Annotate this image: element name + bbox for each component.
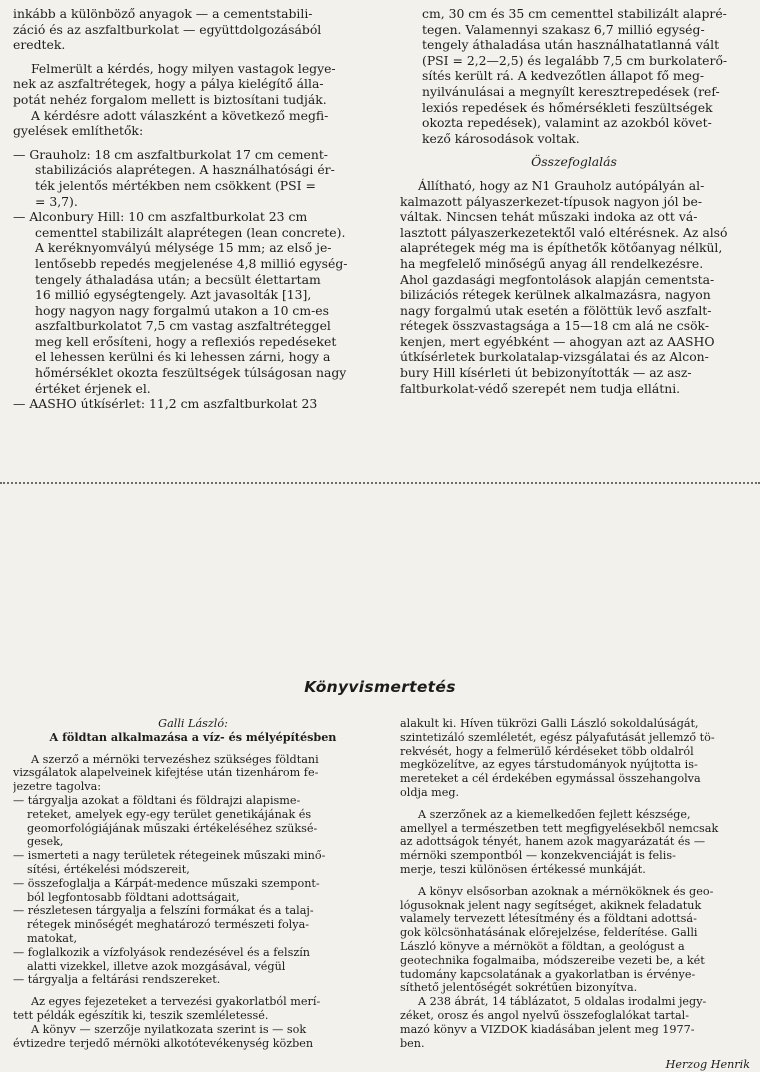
list-item-continuation: el lehessen kerülni és ki lehessen zárni, hogy a (35, 349, 331, 365)
paragraph-start-line: A könyv elsősorban azoknak a mérnököknek és geo- (418, 884, 714, 898)
paragraph-start-line: A 238 ábrát, 14 táblázatot, 5 oldalas irodalmi jegy- (418, 995, 707, 1009)
list-item-continuation: lexiós repedések és hőmérsékleti feszültségek (422, 99, 713, 115)
text-line: — AASHO útkísérlet: 11,2 cm aszfaltburkolat 23 (13, 396, 318, 412)
text-line: gok kölcsönhatásának előrejelzése, felderítése. Galli (400, 926, 698, 940)
text-line: valamely tervezett létesítmény és a földtani adottsá- (400, 912, 697, 926)
list-item-continuation: hogy nagyon nagy forgalmú utakon a 10 cm-es (35, 302, 329, 318)
text-line: szintetizáló szemléletét, egész pályafutását jellemző tö- (400, 730, 715, 744)
list-item-continuation: értéket érjenek el. (35, 380, 151, 396)
text-line: záció és az aszfaltburkolat — együttdolgozásából (13, 21, 322, 37)
text-line: inkább a különböző anyagok — a cementstabili- (13, 6, 313, 21)
text-line: merje, teszi különösen értékessé munkáját. (400, 862, 646, 876)
paragraph-gap (13, 745, 373, 753)
text-line: jezetre tagolva: (13, 780, 102, 794)
text-line: bilizációs rétegek kerülnek alkalmazásra, nagyon (400, 287, 711, 303)
text-line: nek az aszfaltrétegek, hogy a pálya kielégítő álla- (13, 76, 324, 92)
list-item-continuation: tengely áthaladása után; a becsült élettartam (35, 271, 321, 287)
list-item-continuation: okozta repedések), valamint az azokból követ- (422, 115, 712, 131)
list-item-continuation: sítési, értékelési módszereit, (27, 862, 190, 876)
list-item-continuation: 16 millió egységtengely. Azt javasolták [13], (35, 287, 312, 303)
paragraph-gap (13, 53, 373, 61)
text-line: az adottságok tényét, hanem azok magyarázatát és — (400, 835, 706, 849)
text-line: lasztott pályaszerkezetektől való eltérésnek. Az alsó (400, 224, 728, 240)
list-item-continuation: ték jelentős mértékben nem csökkent (PSI = (35, 177, 316, 193)
section-divider (0, 482, 760, 484)
text-line: — ismerteti a nagy területek rétegeinek műszaki minő- (13, 849, 326, 863)
paragraph-gap (400, 1050, 750, 1058)
section-title: Könyvismertetés (304, 678, 456, 696)
text-line: tett példák egészítik ki, teszik szemléletessé. (13, 1008, 269, 1022)
list-item-continuation: tengely áthaladása után használhatatlanná vált (422, 37, 720, 53)
list-item-continuation: geomorfológiájának műszaki értékeléséhez szüksé- (27, 821, 318, 835)
text-line: zéket, orosz és angol nyelvű összefoglalókat tartal- (400, 1008, 690, 1022)
text-line: — Grauholz: 18 cm aszfaltburkolat 17 cm cement- (13, 146, 328, 162)
list-item-continuation: matokat, (27, 931, 78, 945)
article-right-column (400, 6, 748, 396)
text-line: tudomány kapcsolatának a gyakorlatban is érvénye- (400, 967, 696, 981)
text-line: ben. (400, 1036, 425, 1050)
list-item-continuation: meg kell erősíteni, hogy a reflexiós repedéseket (35, 333, 337, 349)
book-title: A földtan alkalmazása a víz- és mélyépítésben (49, 730, 337, 744)
text-line: mazó könyv a VIZDOK kiadásában jelent meg 1977- (400, 1022, 695, 1036)
list-item-continuation: tegen. Valamennyi szakasz 6,7 millió egység- (422, 21, 705, 37)
paragraph-start-line: A könyv — szerzője nyilatkozata szerint is — sok (31, 1022, 307, 1036)
text-line: — Alconbury Hill: 10 cm aszfaltburkolat 23 cm (13, 209, 308, 225)
text-line: lógusoknak jelent nagy segítséget, akiknek feladatuk (400, 898, 702, 912)
paragraph-start-line: A szerző a mérnöki tervezéshez szükséges földtani (31, 752, 319, 766)
list-item-continuation: = 3,7). (35, 193, 78, 209)
list-item-continuation: hőmérséklet okozta feszültségek túlságosan nagy (35, 365, 347, 381)
text-line: faltburkolat-védő szerepét nem tudja ellátni. (400, 380, 681, 396)
text-line: László könyve a mérnököt a földtan, a geológust a (400, 939, 685, 953)
text-line: útkísérletek burkolatalap-vizsgálatai és az Alcon- (400, 349, 709, 365)
text-line: mereteket a cél érdekében egymással összehangolva (400, 772, 701, 786)
paragraph-start-line: Felmerült a kérdés, hogy milyen vastagok legye- (31, 60, 336, 76)
text-line: gyelések említhetők: (13, 123, 144, 139)
text-line: oldja meg. (400, 785, 460, 799)
article-left-column (13, 6, 373, 412)
book-author: Galli László: (158, 717, 228, 730)
text-line: nagy forgalmú utak esetén a fölöttük levő aszfalt- (400, 302, 712, 318)
text-line: — foglalkozik a vízfolyások rendezésével és a felszín (13, 945, 311, 959)
text-line: váltak. Nincsen tehát műszaki indoka az ott vá- (400, 209, 698, 225)
text-line: Ahol gazdasági megfontolások alapján cementsta- (400, 271, 715, 287)
list-item-continuation: reteket, amelyek egy-egy terület genetikájának és (27, 807, 312, 821)
text-line: bury Hill kísérleti út bebizonyították — az asz- (400, 365, 692, 381)
list-item-continuation: gesek, (27, 835, 64, 849)
paragraph-gap (13, 139, 373, 147)
list-item-continuation: (PSI = 2,2—2,5) és legalább 7,5 cm burkolaterő- (422, 52, 728, 68)
text-line: eredtek. (13, 37, 66, 53)
text-line: — összefoglalja a Kárpát-medence műszaki szempont- (13, 876, 320, 890)
list-item-continuation: cm, 30 cm és 35 cm cementtel stabilizált alapré- (422, 6, 727, 21)
list-item-continuation: nyilvánulásai a megnyílt keresztrepedések (ref- (422, 83, 720, 99)
text-line: mérnöki szempontból — konzekvenciáját is felis- (400, 849, 676, 863)
paragraph-start-line: A szerzőnek az a kiemelkedően fejlett készsége, (418, 807, 691, 821)
text-line: megközelítve, az egyes társtudományok nyújtotta is- (400, 758, 698, 772)
list-item-continuation: lentősebb repedés megjelenése 4,8 millió egység- (35, 255, 348, 271)
paragraph-start-line: Állítható, hogy az N1 Grauholz autópályán al- (418, 177, 705, 193)
text-line: geotechnika fogalmaiba, módszereibe vezeti be, a két (400, 953, 705, 967)
paragraph-gap (13, 987, 373, 995)
text-line: vizsgálatok alapelveinek kifejtése után tizenhárom fe- (13, 766, 319, 780)
text-line: rétegek összvastagsága a 15—18 cm alá ne csök- (400, 318, 710, 334)
list-item-continuation: aszfaltburkolatot 7,5 cm vastag aszfaltréteggel (35, 318, 331, 334)
paragraph-gap (400, 800, 750, 808)
text-line: ha megfelelő minőségű anyag áll rendelkezésre. (400, 255, 704, 271)
paragraph-start-line: Az egyes fejezeteket a tervezési gyakorlatból merí- (31, 995, 321, 1009)
list-item-continuation: kező károsodások voltak. (422, 130, 580, 146)
text-line: — részletesen tárgyalja a felszíni formákat és a talaj- (13, 904, 314, 918)
list-item-continuation: sítés került rá. A kedvezőtlen állapot fő meg- (422, 68, 705, 84)
subsection-heading: Összefoglalás (531, 154, 617, 170)
list-item-continuation: alatti vizekkel, illetve azok mozgásával, végül (27, 959, 286, 973)
text-line: potát nehéz forgalom mellett is biztosítani tudják. (13, 91, 327, 107)
text-line: síthető jelentőségét sokrétűen bizonyítva. (400, 981, 638, 995)
paragraph-gap (400, 170, 748, 178)
text-line: alakult ki. Híven tükrözi Galli László sokoldalúságát, (400, 717, 699, 730)
paragraph-start-line: A kérdésre adott válaszként a következő megfi- (31, 107, 329, 123)
text-line: kalmazott pályaszerkezet-típusok nagyon jól be- (400, 193, 703, 209)
review-right-column (400, 717, 750, 1072)
text-line: kenjen, mert egyébként — ahogyan azt az AASHO (400, 333, 715, 349)
text-line: rekvését, hogy a felmerülő kérdéseket több oldalról (400, 744, 694, 758)
reviewer-signature: Herzog Henrik (665, 1058, 750, 1072)
list-item-continuation: cementtel stabilizált alaprétegen (lean concrete). (35, 224, 346, 240)
list-item-continuation: ból legfontosabb földtani adottságait, (27, 890, 240, 904)
paragraph-gap (400, 877, 750, 885)
list-item-continuation: A keréknyomvályú mélysége 15 mm; az első je- (35, 240, 332, 256)
paragraph-gap (400, 146, 748, 154)
text-line: évtizedre terjedő mérnöki alkotótevékenység közben (13, 1036, 314, 1050)
text-line: alaprétegek még ma is építhetők kötőanyag nélkül, (400, 240, 723, 256)
text-line: — tárgyalja azokat a földtani és földrajzi alapisme- (13, 793, 301, 807)
list-item-continuation: stabilizációs alaprétegen. A használhatósági ér- (35, 162, 335, 178)
list-item-continuation: rétegek minőségét meghatározó természeti folya- (27, 918, 310, 932)
text-line: — tárgyalja a feltárási rendszereket. (13, 973, 221, 987)
text-line: amellyel a természetben tett megfigyelésekből nemcsak (400, 821, 719, 835)
review-left-column (13, 717, 373, 1050)
